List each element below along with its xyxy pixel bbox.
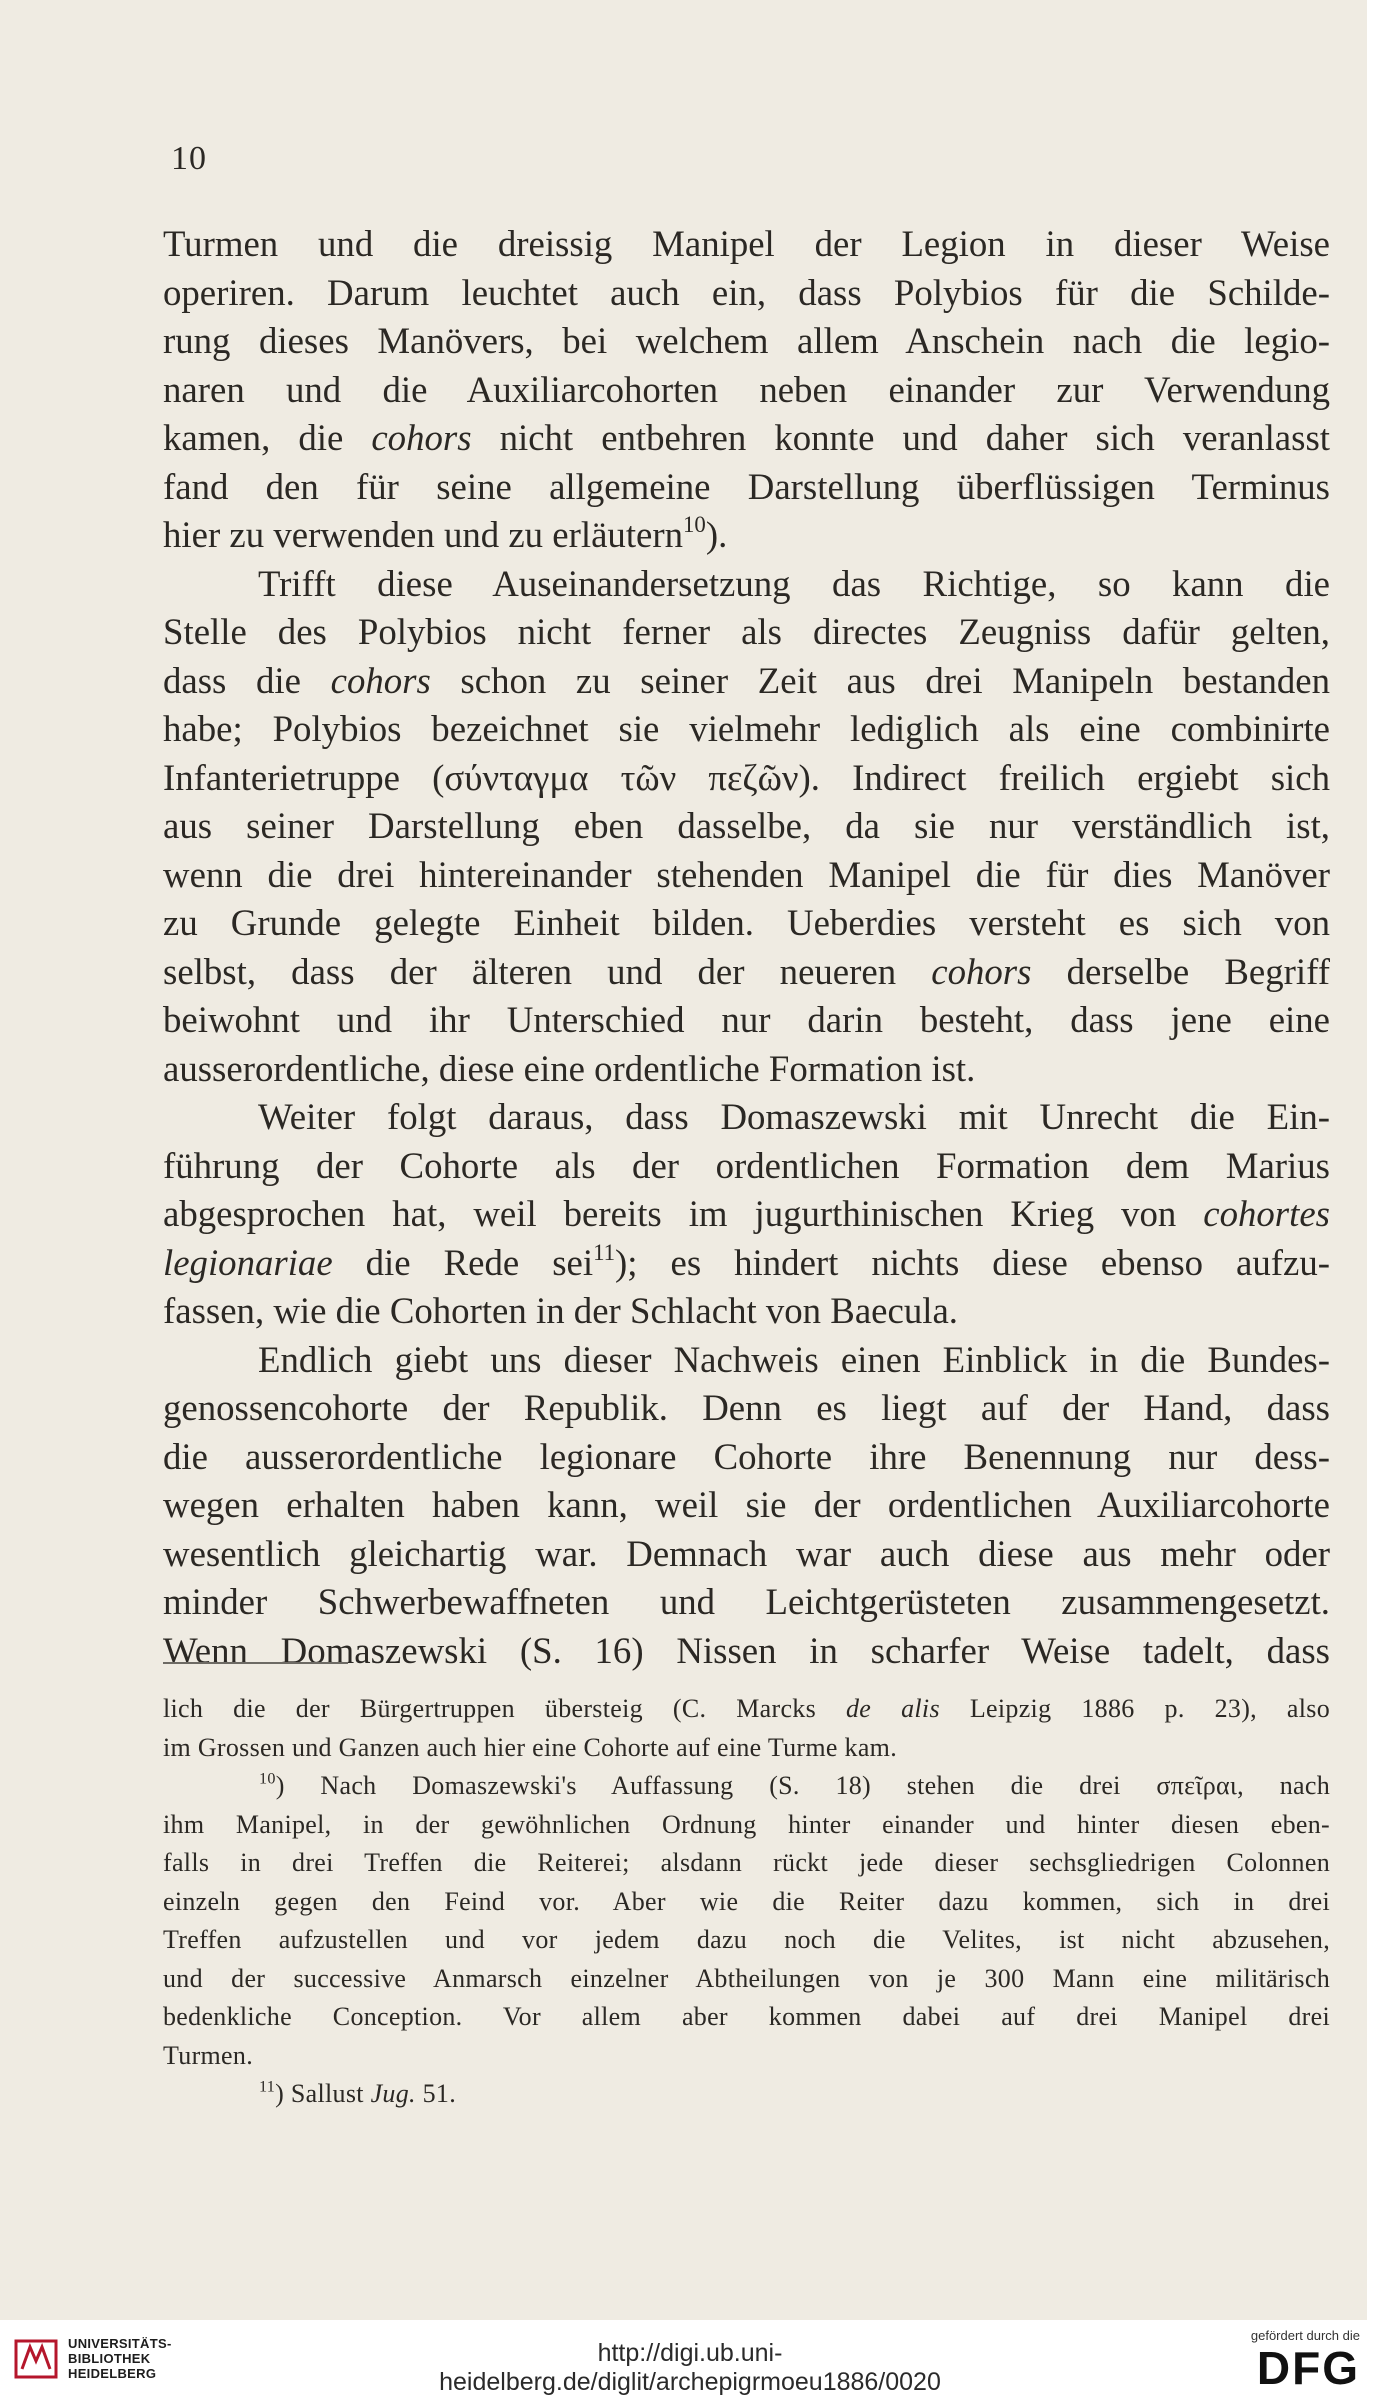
body-line: Turmen und die dreissig Manipel der Legion in dieser Weise — [163, 223, 1330, 264]
footnote-number: 11 — [259, 2078, 276, 2096]
footnote-line: falls in drei Treffen die Reiterei; alsdann rückt jede dieser sechsgliedrigen Colonnen — [163, 1848, 1330, 1877]
body-text — [163, 220, 1330, 1675]
university-library-icon — [14, 2337, 58, 2381]
body-line: fassen, wie die Cohorten in der Schlacht von Baecula. — [163, 1290, 958, 1331]
body-line: beiwohnt und ihr Unterschied nur darin besteht, dass jene eine — [163, 999, 1330, 1040]
body-line: Trifft diese Auseinandersetzung das Richtige, so kann die — [258, 562, 1330, 604]
footnote-number: 10 — [259, 1770, 276, 1788]
body-line: legionariae die Rede sei$^{11}$); es hindert nichts diese ebenso aufzu- — [163, 1239, 1330, 1283]
body-line: führung der Cohorte als der ordentlichen Formation dem Marius — [163, 1144, 1330, 1186]
dfg-logo[interactable]: DFG — [1256, 2342, 1360, 2394]
body-line: hier zu verwenden und zu erläutern$^{10}$). — [163, 512, 728, 555]
body-line: aus seiner Darstellung eben dasselbe, da sie nur verständlich ist, — [163, 805, 1330, 846]
body-line: fand den für seine allgemeine Darstellung überflüssigen Terminus — [163, 465, 1330, 507]
body-line: dass die cohors schon zu seiner Zeit aus drei Manipeln bestanden — [163, 659, 1330, 701]
footnote-10: $^{10}$) Nach Domaszewski's Auffassung (S. 18) stehen die drei σπεῖραι, nach — [259, 1770, 1330, 1800]
body-line: wesentlich gleichartig war. Demnach war auch diese aus mehr oder — [163, 1532, 1330, 1574]
body-line: habe; Polybios bezeichnet sie vielmehr lediglich als eine combinirte — [163, 708, 1330, 749]
body-line: wegen erhalten haben kann, weil sie der ordentlichen Auxiliarcohorte — [163, 1484, 1330, 1525]
body-line: die ausserordentliche legionare Cohorte ihre Benennung nur dess- — [163, 1435, 1330, 1477]
funder-note: gefördert durch die — [1250, 2328, 1360, 2343]
body-line: operiren. Darum leuchtet auch ein, dass Polybios für die Schilde- — [163, 271, 1330, 313]
footnote-line: Treffen aufzustellen und vor jedem dazu noch die Velites, ist nicht abzusehen, — [163, 1925, 1330, 1954]
body-line: minder Schwerbewaffneten und Leichtgerüsteten zusammengesetzt. — [163, 1581, 1330, 1622]
library-logo[interactable] — [14, 2336, 172, 2381]
footnote-line: bedenkliche Conception. Vor allem aber kommen dabei auf drei Manipel drei — [163, 2002, 1330, 2031]
body-line: ausserordentliche, diese eine ordentliche Formation ist. — [163, 1047, 976, 1089]
body-line: naren und die Auxiliarcohorten neben einander zur Verwendung — [163, 368, 1330, 410]
body-line: Stelle des Polybios nicht ferner als directes Zeugniss dafür gelten, — [163, 611, 1330, 652]
footnote-line: Turmen. — [163, 2040, 253, 2070]
footnote-11: $^{11}$) Sallust Jug. 51. — [259, 2078, 457, 2108]
footnote-divider — [163, 1662, 348, 1664]
body-line: Wenn Domaszewski (S. 16) Nissen in scharfer Weise tadelt, dass — [163, 1629, 1330, 1671]
footnote-line: und der successive Anmarsch einzelner Abtheilungen von je 300 Mann eine militärisch — [163, 1963, 1330, 1993]
footnote-line: lich die der Bürgertruppen übersteig (C. Marcks de alis Leipzig 1886 p. 23), also — [163, 1694, 1331, 1723]
footnote-line: im Grossen und Ganzen auch hier eine Cohorte auf eine Turme kam. — [163, 1732, 898, 1762]
footnote-line: einzeln gegen den Feind vor. Aber wie die Reiter dazu kommen, sich in drei — [163, 1886, 1330, 1916]
body-line: abgesprochen hat, weil bereits im jugurthinischen Krieg von cohortes — [163, 1193, 1330, 1234]
funder-block — [1210, 2328, 1360, 2393]
body-line: wenn die drei hintereinander stehenden Manipel die für dies Manöver — [163, 853, 1330, 895]
body-line: zu Grunde gelegte Einheit bilden. Ueberdies versteht es sich von — [163, 902, 1330, 943]
body-line: genossencohorte der Republik. Denn es liegt auf der Hand, dass — [163, 1387, 1330, 1428]
footnote-ref: 11 — [593, 1239, 616, 1265]
page-number: 10 — [171, 140, 207, 177]
footnote-line: ihm Manipel, in der gewöhnlichen Ordnung hinter einander und hinter diesen eben- — [163, 1809, 1330, 1839]
library-name: UNIVERSITÄTS- BIBLIOTHEK HEIDELBERG — [68, 2336, 172, 2381]
body-line: rung dieses Manövers, bei welchem allem Anschein nach die legio- — [163, 320, 1330, 361]
body-line: Weiter folgt daraus, dass Domaszewski mit Unrecht die Ein- — [258, 1096, 1330, 1137]
footnote-ref: 10 — [683, 512, 706, 538]
body-line: Endlich giebt uns dieser Nachweis einen Einblick in die Bundes- — [258, 1338, 1330, 1380]
source-url[interactable]: http://digi.ub.uni-heidelberg.de/diglit/archepigrmoeu1886/0020 — [439, 2339, 941, 2396]
body-line: selbst, dass der älteren und der neueren cohors derselbe Begriff — [163, 950, 1330, 992]
body-line: Infanterietruppe (σύνταγμα τῶν πεζῶν). Indirect freilich ergiebt sich — [163, 756, 1330, 798]
footnotes — [163, 1690, 1330, 2114]
body-line: kamen, die cohors nicht entbehren konnte und daher sich veranlasst — [163, 417, 1330, 458]
